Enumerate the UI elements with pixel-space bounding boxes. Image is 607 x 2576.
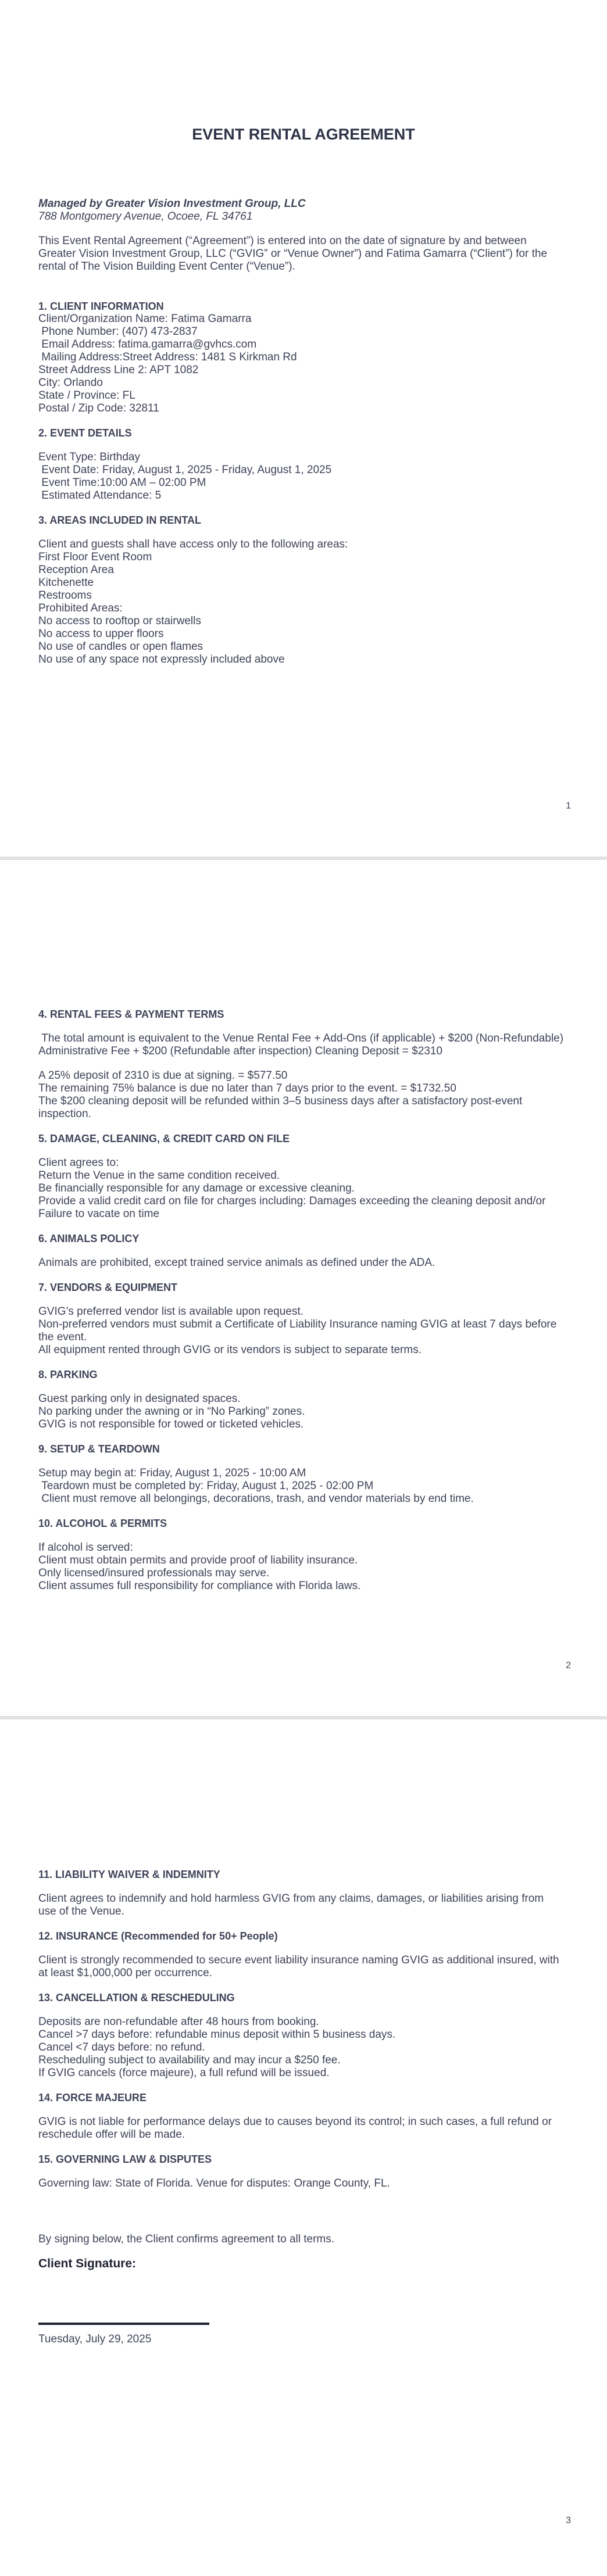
page-1 — [0, 0, 607, 857]
animals-policy — [38, 1257, 569, 1269]
client-info-line: Email Address: fatima.gamarra@gvhcs.com — [38, 338, 257, 350]
managed-address: 788 Montgomery Avenue, Ocoee, FL 34761 — [38, 210, 253, 223]
fee-line: The total amount is equivalent to the Venue Rental Fee + Add-Ons (if applicable) + $200 (Non-Refundable) — [38, 1032, 564, 1044]
section-heading: 3. AREAS INCLUDED IN RENTAL — [38, 514, 202, 526]
section-heading: 6. ANIMALS POLICY — [38, 1233, 140, 1244]
section-heading: 12. INSURANCE (Recommended for 50+ People) — [38, 1930, 278, 1942]
insurance-terms — [38, 1954, 569, 1980]
signature-label: Client Signature: — [38, 2257, 137, 2270]
page-3 — [0, 1719, 607, 2576]
damage-line: Failure to vacate on time — [38, 1208, 160, 1220]
client-info-line: Mailing Address:Street Address: 1481 S Kirkman Rd — [38, 351, 297, 363]
section-heading: 15. GOVERNING LAW & DISPUTES — [38, 2153, 212, 2165]
client-info-line: State / Province: FL — [38, 389, 135, 402]
client-info-line: Street Address Line 2: APT 1082 — [38, 364, 199, 376]
areas-included — [38, 538, 569, 666]
cancellation-line: Cancel <7 days before: no refund. — [38, 2041, 205, 2053]
event-detail-line: Event Type: Birthday — [38, 451, 140, 463]
page-number: 3 — [566, 2516, 571, 2525]
event-detail-line: Event Time:10:00 AM – 02:00 PM — [38, 477, 206, 489]
area-line: No access to upper floors — [38, 628, 164, 640]
fee-line: Administrative Fee + $200 (Refundable after inspection) Cleaning Deposit = $2310 — [38, 1045, 442, 1057]
damage-line: Provide a valid credit card on file for charges including: Damages exceeding the cleaning deposit and/or — [38, 1195, 546, 1207]
animals-line: Animals are prohibited, except trained service animals as defined under the ADA. — [38, 1257, 435, 1269]
force-majeure-terms — [38, 2116, 569, 2141]
section-heading: 13. CANCELLATION & RESCHEDULING — [38, 1992, 235, 2003]
section-heading: 11. LIABILITY WAIVER & INDEMNITY — [38, 1869, 220, 1880]
setup-terms — [38, 1467, 569, 1505]
page-number: 2 — [566, 1661, 571, 1670]
area-line: Client and guests shall have access only to the following areas: — [38, 538, 348, 550]
document-title: EVENT RENTAL AGREEMENT — [192, 126, 415, 143]
intro-paragraph — [38, 235, 569, 273]
governing-law-terms — [38, 2177, 569, 2190]
alcohol-line: Client must obtain permits and provide proof of liability insurance. — [38, 1554, 358, 1566]
area-line: Kitchenette — [38, 577, 94, 589]
alcohol-line: Client assumes full responsibility for compliance with Florida laws. — [38, 1580, 361, 1592]
section-heading: 2. EVENT DETAILS — [38, 427, 132, 439]
client-info-line: City: Orlando — [38, 377, 103, 389]
payment-line: A 25% deposit of 2310 is due at signing. = $577.50 — [38, 1069, 288, 1082]
section-heading: 10. ALCOHOL & PERMITS — [38, 1518, 167, 1529]
alcohol-line: Only licensed/insured professionals may serve. — [38, 1567, 270, 1579]
closing-statement: By signing below, the Client confirms agreement to all terms. — [38, 2233, 335, 2245]
fees-block — [38, 1032, 569, 1058]
section-heading: 1. CLIENT INFORMATION — [38, 300, 164, 312]
parking-line: No parking under the awning or in “No Parking” zones. — [38, 1405, 305, 1418]
setup-line: Teardown must be completed by: Friday, August 1, 2025 - 02:00 PM — [38, 1480, 374, 1492]
vendor-line: All equipment rented through GVIG or its vendors is subject to separate terms. — [38, 1344, 422, 1356]
damage-line: Be financially responsible for any damage or excessive cleaning. — [38, 1182, 355, 1194]
vendors-terms — [38, 1305, 569, 1357]
liability-line: use of the Venue. — [38, 1905, 124, 1917]
intro-line: Greater Vision Investment Group, LLC (“GVIG” or “Venue Owner”) and Fatima Gamarra (“Client”) for the — [38, 248, 548, 260]
area-line: No use of any space not expressly included above — [38, 653, 285, 666]
payment-line: The $200 cleaning deposit will be refunded within 3–5 business days after a satisfactory post-event — [38, 1095, 523, 1107]
vendor-line: the event. — [38, 1331, 87, 1343]
client-info-line: Phone Number: (407) 473-2837 — [38, 325, 198, 338]
section-heading: 7. VENDORS & EQUIPMENT — [38, 1282, 178, 1293]
parking-line: GVIG is not responsible for towed or ticketed vehicles. — [38, 1418, 304, 1430]
section-heading: 8. PARKING — [38, 1369, 98, 1380]
intro-line: This Event Rental Agreement (“Agreement”) is entered into on the date of signature by and between — [38, 235, 527, 247]
event-detail-line: Event Date: Friday, August 1, 2025 - Friday, August 1, 2025 — [38, 464, 332, 476]
cancellation-line: If GVIG cancels (force majeure), a full refund will be issued. — [38, 2067, 330, 2079]
payment-line: The remaining 75% balance is due no later than 7 days prior to the event. = $1732.50 — [38, 1082, 456, 1094]
intro-line: rental of The Vision Building Event Center (“Venue”). — [38, 260, 295, 273]
event-detail-line: Estimated Attendance: 5 — [38, 489, 162, 502]
page-2 — [0, 860, 607, 1716]
page-number: 1 — [566, 801, 571, 811]
signature-date: Tuesday, July 29, 2025 — [38, 2333, 152, 2345]
section-heading: 9. SETUP & TEARDOWN — [38, 1443, 160, 1455]
alcohol-terms — [38, 1541, 569, 1593]
cancellation-line: Cancel >7 days before: refundable minus deposit within 5 business days. — [38, 2028, 396, 2041]
liability-terms — [38, 1892, 569, 1918]
alcohol-line: If alcohol is served: — [38, 1541, 133, 1554]
section-heading: 14. FORCE MAJEURE — [38, 2092, 147, 2103]
area-line: Restrooms — [38, 589, 92, 602]
payment-block — [38, 1069, 569, 1121]
area-line: Reception Area — [38, 564, 114, 576]
area-line: Prohibited Areas: — [38, 602, 123, 614]
damage-line: Client agrees to: — [38, 1157, 119, 1169]
vendor-line: GVIG’s preferred vendor list is available upon request. — [38, 1305, 304, 1318]
page-3-content — [38, 1868, 569, 2346]
damage-terms — [38, 1157, 569, 1221]
force-majeure-line: reschedule offer will be made. — [38, 2128, 185, 2141]
area-line: No use of candles or open flames — [38, 641, 203, 653]
section-heading: 4. RENTAL FEES & PAYMENT TERMS — [38, 1008, 224, 1020]
parking-terms — [38, 1393, 569, 1431]
cancellation-line: Rescheduling subject to availability and may incur a $250 fee. — [38, 2054, 341, 2066]
client-info-line: Client/Organization Name: Fatima Gamarra — [38, 313, 252, 325]
liability-line: Client agrees to indemnify and hold harmless GVIG from any claims, damages, or liabilities arising from — [38, 1892, 544, 1905]
cancellation-terms — [38, 2016, 569, 2080]
area-line: First Floor Event Room — [38, 551, 152, 563]
force-majeure-line: GVIG is not liable for performance delays due to causes beyond its control; in such cases, a full refund or — [38, 2116, 552, 2128]
setup-line: Client must remove all belongings, decorations, trash, and vendor materials by end time. — [38, 1493, 474, 1505]
client-info-line: Postal / Zip Code: 32811 — [38, 402, 159, 414]
area-line: No access to rooftop or stairwells — [38, 615, 201, 627]
insurance-line: Client is strongly recommended to secure event liability insurance naming GVIG as additional insured, with — [38, 1954, 559, 1966]
page-2-content — [38, 1008, 569, 1593]
section-heading: 5. DAMAGE, CLEANING, & CREDIT CARD ON FILE — [38, 1133, 290, 1144]
client-info — [38, 313, 569, 415]
parking-line: Guest parking only in designated spaces. — [38, 1393, 241, 1405]
payment-line: inspection. — [38, 1108, 91, 1120]
damage-line: Return the Venue in the same condition received. — [38, 1169, 280, 1182]
vendor-line: Non-preferred vendors must submit a Certificate of Liability Insurance naming GVIG at least 7 days before — [38, 1318, 557, 1330]
insurance-line: at least $1,000,000 per occurrence. — [38, 1967, 212, 1979]
page-1-content — [38, 198, 569, 666]
managed-by: Managed by Greater Vision Investment Group, LLC — [38, 198, 306, 210]
cancellation-line: Deposits are non-refundable after 48 hours from booking. — [38, 2016, 319, 2028]
setup-line: Setup may begin at: Friday, August 1, 2025 - 10:00 AM — [38, 1467, 306, 1479]
governing-law-line: Governing law: State of Florida. Venue for disputes: Orange County, FL. — [38, 2177, 390, 2189]
event-details — [38, 451, 569, 502]
